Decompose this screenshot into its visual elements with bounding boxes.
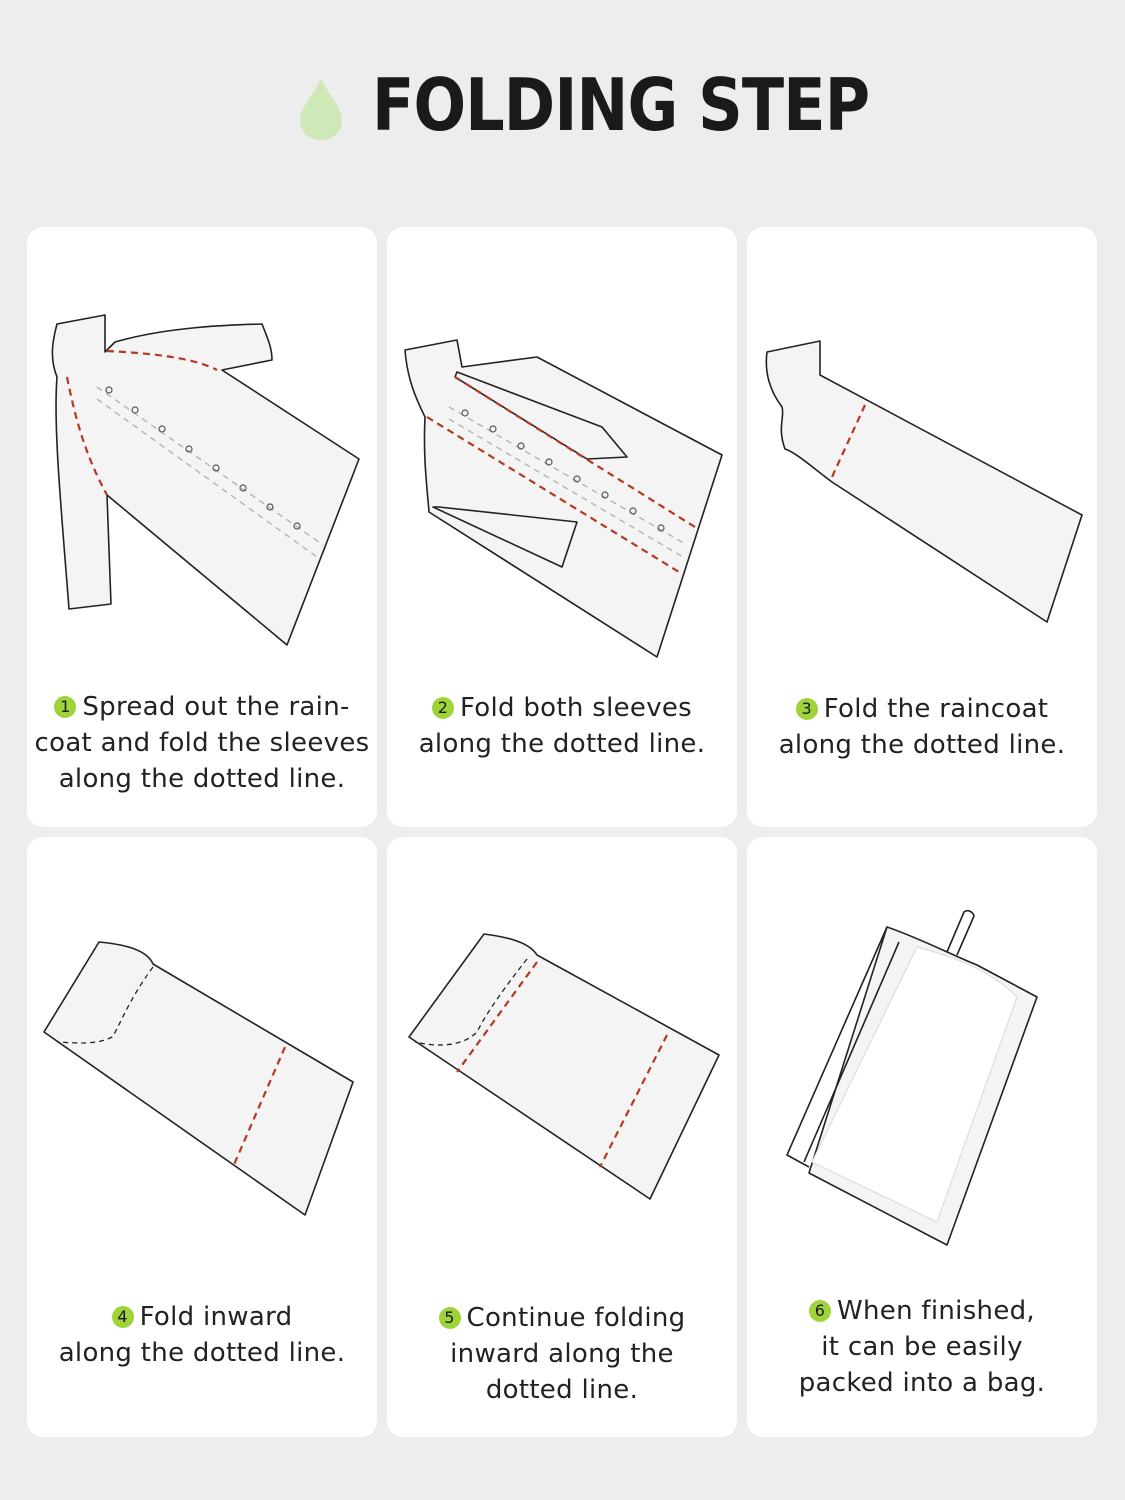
continue-folding-illustration [387,837,737,1277]
caption-line: Continue folding [466,1303,686,1333]
step-number-badge: 1 [54,696,76,718]
step-caption-6 [747,1293,1097,1401]
step-card-5 [387,837,737,1437]
step-caption-5 [387,1300,737,1408]
caption-line: inward along the [450,1339,674,1369]
caption-line: coat and fold the sleeves [34,728,370,758]
caption-line: along the dotted line. [58,764,346,794]
step-caption-3 [747,691,1097,763]
step-caption-1 [27,689,377,797]
caption-line: Fold inward [139,1302,293,1332]
step-card-2 [387,227,737,827]
step-number-badge: 5 [439,1307,461,1329]
step-caption-2 [387,690,737,762]
fold-raincoat-illustration [747,227,1097,667]
step-card-6 [747,837,1097,1437]
caption-line: along the dotted line. [58,1338,346,1368]
step-number-badge: 6 [809,1300,831,1322]
caption-line: along the dotted line. [778,730,1066,760]
page-title: FOLDING STEP [372,63,870,147]
water-drop-icon [296,76,346,142]
caption-line: dotted line. [485,1375,639,1405]
caption-line: it can be easily [821,1332,1023,1362]
caption-line: Spread out the rain- [82,692,350,722]
step-number-badge: 4 [112,1306,134,1328]
raincoat-spread-illustration [27,227,377,667]
packed-bag-illustration [747,837,1097,1277]
step-caption-4 [27,1299,377,1371]
step-number-badge: 3 [796,698,818,720]
step-card-4 [27,837,377,1437]
caption-line: packed into a bag. [798,1368,1046,1398]
step-card-1 [27,227,377,827]
caption-line: When finished, [837,1296,1035,1326]
caption-line: Fold both sleeves [459,693,693,723]
fold-inward-illustration [27,837,377,1277]
fold-sleeves-illustration [387,227,737,667]
step-card-3 [747,227,1097,827]
caption-line: Fold the raincoat [823,694,1049,724]
caption-line: along the dotted line. [418,729,706,759]
step-number-badge: 2 [432,697,454,719]
header [0,0,1125,200]
